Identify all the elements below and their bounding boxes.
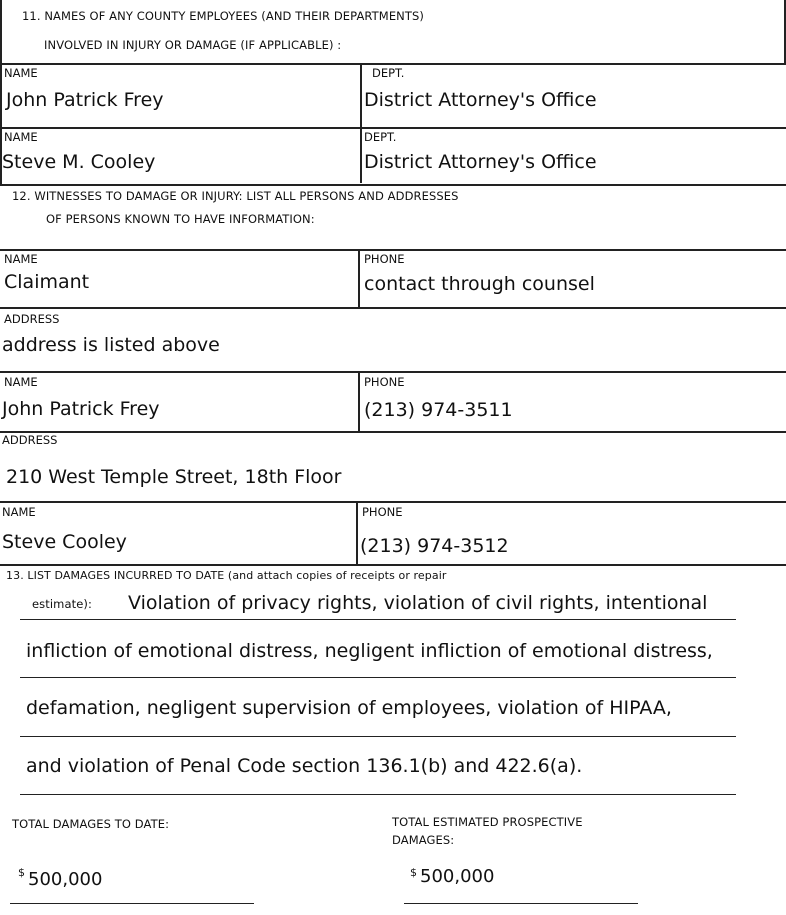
witness-3-phone: (213) 974-3512 [360,535,509,557]
rule [0,371,786,373]
section-11-heading-line1: 11. NAMES OF ANY COUNTY EMPLOYEES (AND THEIR DEPARTMENTS) [22,9,425,23]
rule [20,794,736,795]
witness-3-phone-label: PHONE [362,505,403,519]
rule [0,501,786,503]
witness-3-name-label: NAME [2,505,36,519]
section-12-heading-line2: OF PERSONS KNOWN TO HAVE INFORMATION: [46,212,315,226]
witness-1-name: Claimant [4,271,90,293]
currency-symbol: $ [410,866,417,879]
rule [10,903,254,904]
witness-1-phone: contact through counsel [364,273,595,295]
rule [0,564,786,566]
witness-2-name: John Patrick Frey [2,398,160,420]
rule [0,249,786,251]
prospective-damages-label-line1: TOTAL ESTIMATED PROSPECTIVE [392,815,583,829]
rule [20,619,736,620]
section-13-heading: 13. LIST DAMAGES INCURRED TO DATE (and attach copies of receipts or repair [6,569,447,582]
witness-1-name-label: NAME [4,252,38,266]
witness-1-address: address is listed above [2,334,220,356]
rule [20,677,736,678]
rule [0,431,786,433]
rule [0,307,786,309]
damages-line-2: infliction of emotional distress, negligent infliction of emotional distress, [26,640,713,662]
column-divider [360,63,362,183]
column-divider [358,249,360,307]
prospective-damages-amount: 500,000 [420,866,495,887]
prospective-damages-label-line2: DAMAGES: [392,833,455,847]
employee-2-dept: District Attorney's Office [364,151,597,173]
employee-1-name-label: NAME [4,66,38,80]
damages-line-1: Violation of privacy rights, violation of civil rights, intentional [128,592,708,614]
currency-symbol: $ [18,866,25,879]
section-11-heading-line2: INVOLVED IN INJURY OR DAMAGE (IF APPLICABLE) : [44,38,342,52]
witness-2-phone: (213) 974-3511 [364,399,513,421]
column-divider [358,371,360,431]
damages-line-4: and violation of Penal Code section 136.1(b) and 422.6(a). [26,755,583,777]
total-damages-amount: 500,000 [28,869,103,890]
witness-1-address-label: ADDRESS [4,312,60,326]
rule [0,184,786,186]
rule [0,127,786,129]
section-12-heading-line1: 12. WITNESSES TO DAMAGE OR INJURY: LIST ALL PERSONS AND ADDRESSES [12,189,459,203]
employee-2-dept-label: DEPT. [364,130,397,144]
witness-2-name-label: NAME [4,375,38,389]
damages-line-3: defamation, negligent supervision of employees, violation of HIPAA, [26,697,672,719]
employee-1-dept: District Attorney's Office [364,89,597,111]
rule [404,903,638,904]
rule [0,63,786,65]
witness-1-phone-label: PHONE [364,252,405,266]
witness-2-address-label: ADDRESS [2,433,58,447]
employee-1-name: John Patrick Frey [6,89,164,111]
witness-2-phone-label: PHONE [364,375,405,389]
employee-1-dept-label: DEPT. [372,66,405,80]
rule [20,736,736,737]
witness-3-name: Steve Cooley [2,531,127,553]
employee-2-name: Steve M. Cooley [2,151,156,173]
employee-2-name-label: NAME [4,130,38,144]
estimate-label: estimate): [32,597,92,611]
witness-2-address: 210 West Temple Street, 18th Floor [6,466,342,488]
column-divider [356,501,358,565]
total-damages-label: TOTAL DAMAGES TO DATE: [12,817,170,831]
